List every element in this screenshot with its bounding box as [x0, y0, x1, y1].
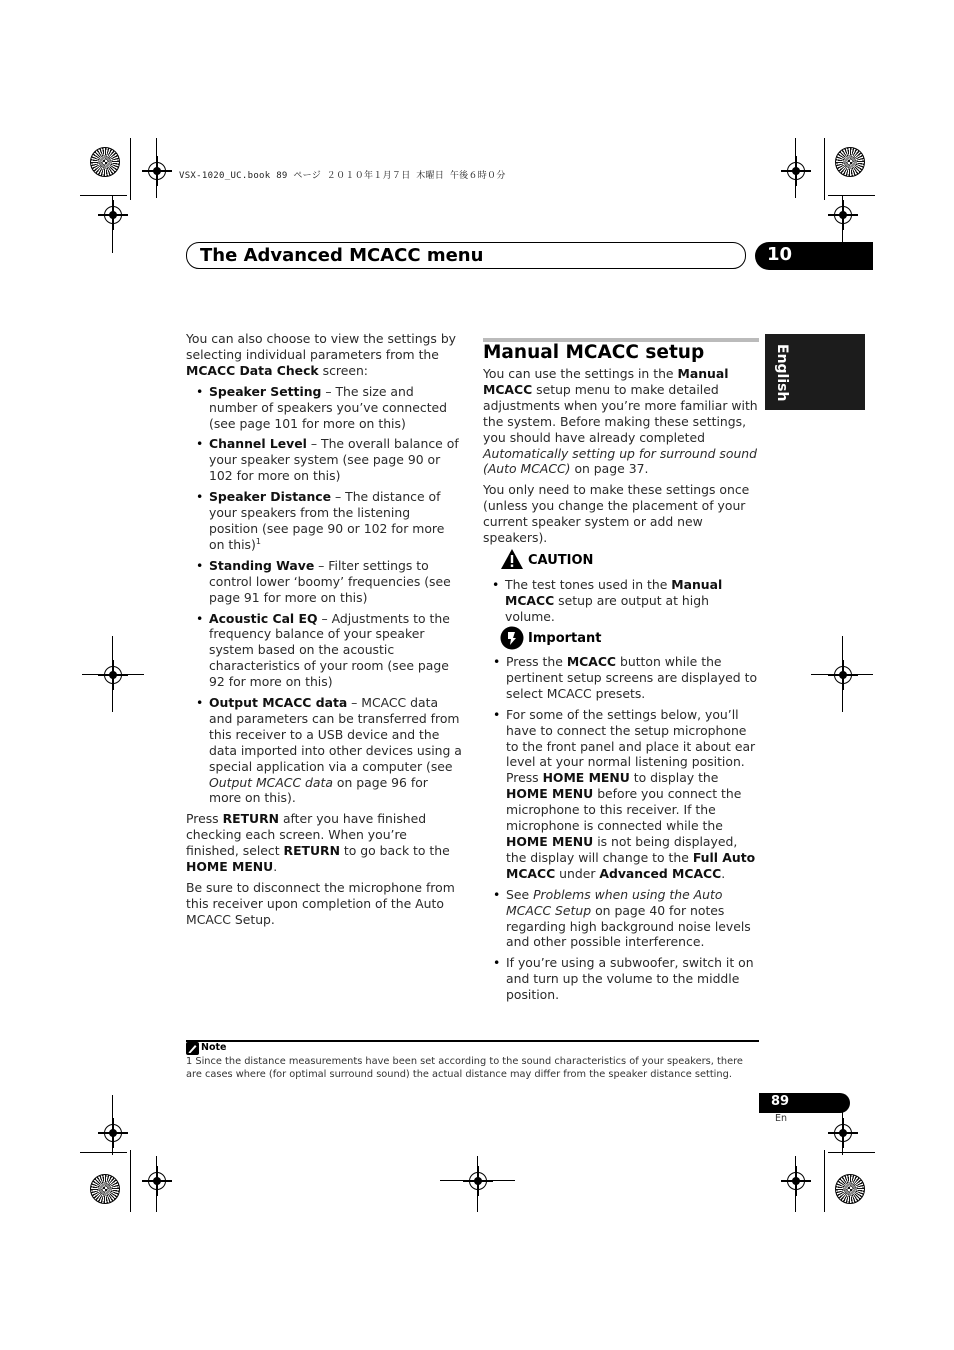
- list-item: • Standing Wave – Filter settings to control lower ‘boomy’ frequencies (see page 91 for more on this): [186, 558, 463, 606]
- bold-term: Channel Level: [209, 436, 307, 452]
- language-tab-label: English: [774, 344, 790, 402]
- registration-mark-icon: [104, 1124, 122, 1142]
- chapter-number: 10: [767, 244, 793, 265]
- bold-term: HOME MENU: [506, 833, 594, 849]
- chapter-title: The Advanced MCACC menu: [200, 245, 484, 266]
- registration-mark-icon: [834, 206, 852, 224]
- color-target-icon: [835, 147, 865, 177]
- registration-mark-icon: [834, 666, 852, 684]
- list-item: • Speaker Setting – The size and number of speakers you’ve connected (see page 101 for more on this): [186, 384, 463, 432]
- body-paragraph: You can use the settings in the Manual MCACC setup menu to make detailed adjustments when you’re more familiar with the system. Before making these settings, you should have already completed Automatically setting up for surround sound (Auto MCACC) on page 37.: [483, 366, 758, 477]
- body-paragraph: Press RETURN after you have finished checking each screen. When you’re finished, select RETURN to go back to the HOME MENU.: [186, 811, 450, 875]
- list-item: • For some of the settings below, you’ll have to connect the setup microphone to the front panel and place it about ear level at your normal listening position. Press HOME MENU to display the HOME MENU before you connect the microphone to this receiver. If the microphone is connected while the HOME MENU is not being displayed, the display will change to the Full Auto MCACC under Advanced MCACC.: [484, 707, 760, 882]
- registration-mark-icon: [787, 1172, 805, 1190]
- list-item: • See Problems when using the Auto MCACC Setup on page 40 for notes regarding high background noise levels and other possible interference.: [484, 887, 760, 951]
- parameter-list: [186, 384, 463, 807]
- important-heading: Important: [528, 631, 602, 646]
- bold-term: Advanced MCACC: [599, 865, 722, 881]
- section-title: Manual MCACC setup: [483, 342, 705, 363]
- bold-term: Acoustic Cal EQ: [209, 610, 318, 626]
- list-item: • Acoustic Cal EQ – Adjustments to the frequency balance of your speaker system based on the acoustic characteristics of your room (see page 92 for more on this): [186, 611, 463, 691]
- registration-mark-icon: [104, 666, 122, 684]
- registration-mark-icon: [148, 162, 166, 180]
- bold-term: Full Auto MCACC: [506, 849, 756, 881]
- bold-term: HOME MENU: [542, 770, 630, 786]
- bold-term: Speaker Setting: [209, 383, 322, 399]
- footnote-ref: 1: [255, 536, 261, 546]
- note-icon: [186, 1042, 199, 1055]
- cross-reference: Automatically setting up for surround sound (Auto MCACC): [483, 445, 758, 477]
- print-info-line: VSX-1020_UC.book 89 ページ ２０１０年１月７日 木曜日 午後６時０分: [179, 171, 506, 181]
- important-list: [484, 654, 760, 1003]
- list-item: • Output MCACC data – MCACC data and parameters can be transferred from this receiver to a USB device and the data imported into other devices using a special application via a computer (see Output MCACC data on page 96 for more on this).: [186, 695, 463, 806]
- registration-mark-icon: [469, 1172, 487, 1190]
- bold-term: MCACC Data Check: [186, 362, 319, 378]
- registration-mark-icon: [834, 1124, 852, 1142]
- color-target-icon: [835, 1174, 865, 1204]
- bold-term: HOME MENU: [186, 859, 274, 875]
- bold-term: Manual MCACC: [505, 577, 723, 608]
- footnote-text: 1 Since the distance measurements have been set according to the sound characteristics of your speakers, there are cases where (for optimal surround sound) the actual distance may differ from the speaker distance setting.: [186, 1056, 743, 1080]
- chapter-title-bar: [186, 242, 746, 269]
- bold-term: MCACC: [566, 654, 617, 669]
- footnote-label: Note: [201, 1042, 227, 1053]
- list-item: • The test tones used in the Manual MCACC setup are output at high volume.: [483, 577, 761, 625]
- list-item: • Press the MCACC button while the pertinent setup screens are displayed to select MCACC presets.: [484, 654, 760, 702]
- registration-mark-icon: [787, 162, 805, 180]
- left-column: [186, 331, 463, 933]
- bold-term: Output MCACC data: [209, 695, 348, 711]
- body-paragraph: You only need to make these settings once (unless you change the placement of your current speaker system or add new speakers).: [483, 482, 750, 546]
- page-number-tab: [759, 1093, 850, 1113]
- important-icon: [500, 626, 524, 650]
- body-paragraph: Be sure to disconnect the microphone from this receiver upon completion of the Auto MCACC Setup.: [186, 880, 455, 927]
- registration-mark-icon: [148, 1172, 166, 1190]
- list-item: • If you’re using a subwoofer, switch it on and turn up the volume to the middle position.: [484, 955, 760, 1003]
- caution-heading: CAUTION: [528, 553, 594, 568]
- caution-icon: [500, 548, 524, 570]
- bold-term: HOME MENU: [506, 786, 594, 802]
- chapter-number-tab: [755, 242, 873, 270]
- intro-paragraph: You can also choose to view the settings by selecting individual parameters from the MCACC Data Check screen:: [186, 331, 457, 378]
- bold-term: Standing Wave: [209, 557, 315, 573]
- registration-mark-icon: [104, 206, 122, 224]
- footnote-rule: [186, 1040, 759, 1042]
- color-target-icon: [90, 147, 120, 177]
- cross-reference: Output MCACC data: [209, 774, 333, 790]
- list-item: • Speaker Distance – The distance of your speakers from the listening position (see page 90 or 102 for more on this)$^1$: [186, 489, 463, 553]
- caution-list: [483, 577, 761, 625]
- cross-reference: Problems when using the Auto MCACC Setup: [506, 886, 723, 918]
- bold-term: Manual MCACC: [483, 366, 729, 397]
- page-language-code: En: [775, 1113, 788, 1124]
- intro-block: [483, 366, 759, 551]
- page-number: 89: [771, 1094, 790, 1109]
- color-target-icon: [90, 1174, 120, 1204]
- list-item: • Channel Level – The overall balance of your speaker system (see page 90 or 102 for more on this): [186, 436, 463, 484]
- bold-term: Speaker Distance: [209, 489, 332, 505]
- caution-block: [483, 577, 761, 630]
- important-block: [484, 654, 760, 1008]
- bold-term: RETURN: [222, 811, 279, 827]
- language-tab: [765, 334, 865, 410]
- bold-term: RETURN: [283, 843, 340, 859]
